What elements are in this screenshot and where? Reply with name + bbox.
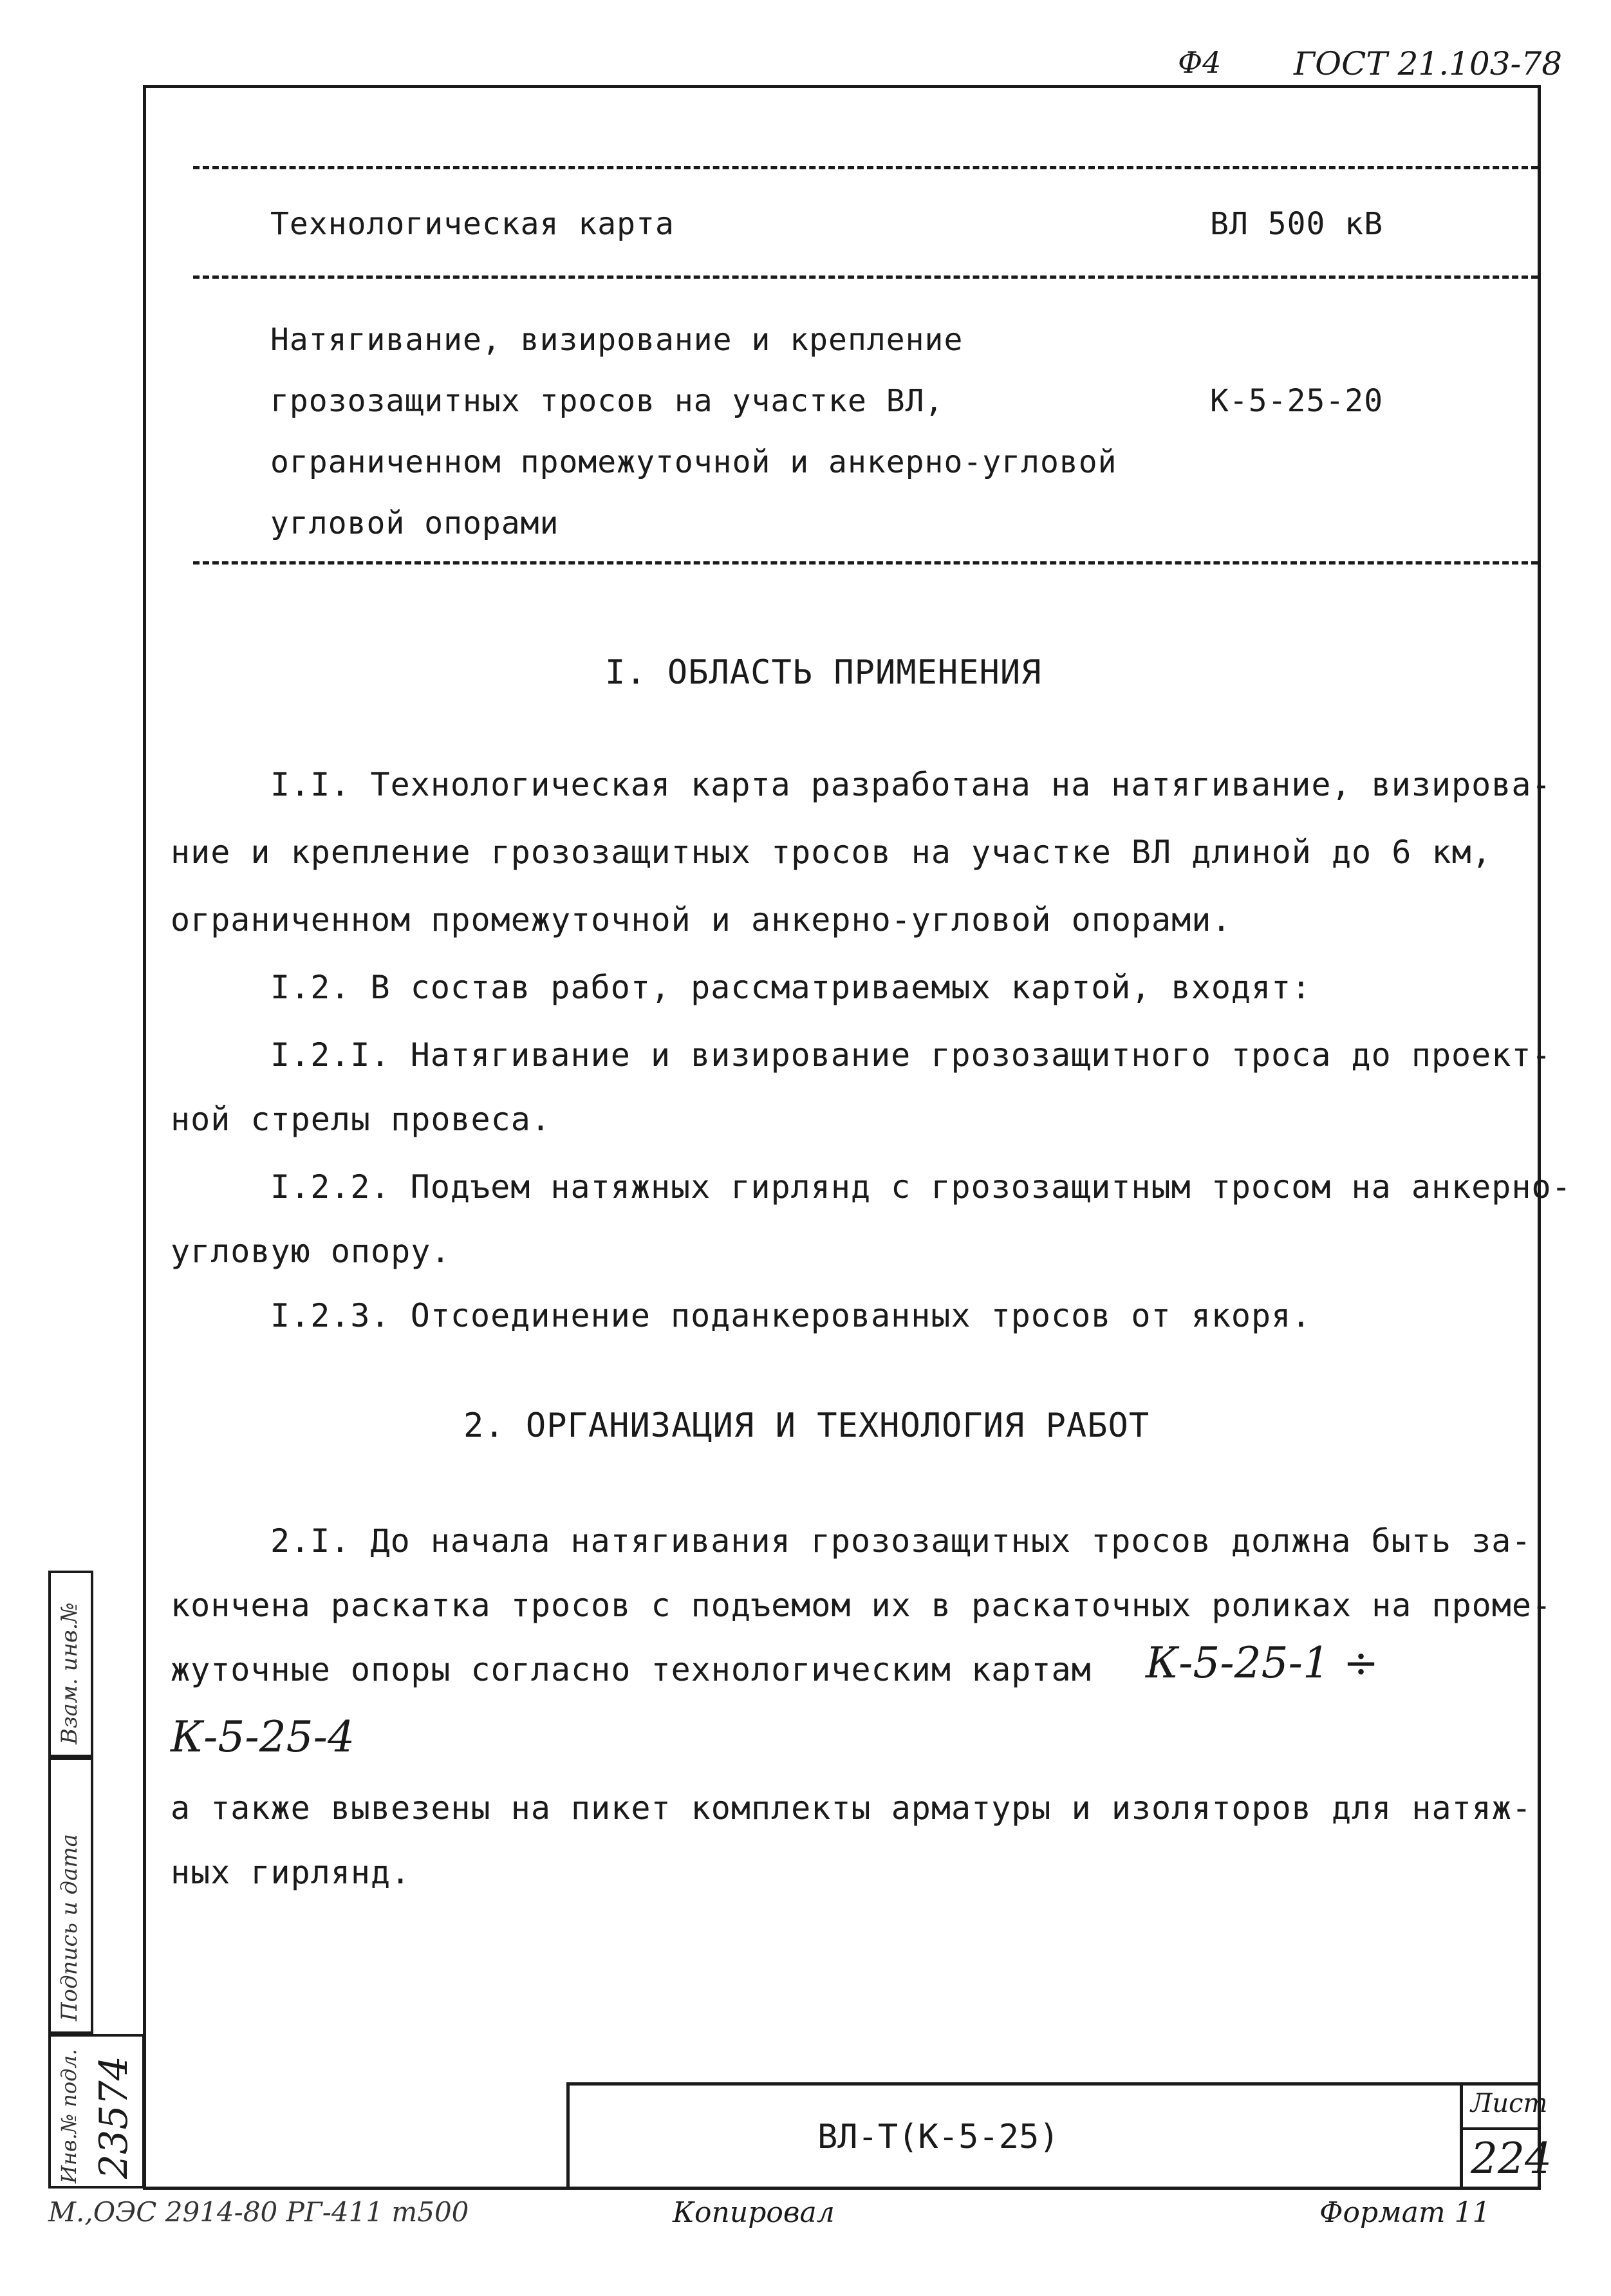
stamp-replace-label: Взам. инв.№ xyxy=(57,1602,82,1744)
sheet-label: Лист xyxy=(1471,2089,1548,2118)
top-mark-gost: ГОСТ 21.103-78 xyxy=(1294,45,1563,82)
header-rule-2 xyxy=(193,275,1538,279)
stamp-inv-value: 23574 xyxy=(91,2056,136,2179)
handwritten-card-ref-b: К-5-25-4 xyxy=(171,1712,355,1762)
title-line-2: грозозащитных тросов на участке ВЛ, xyxy=(270,383,944,419)
sheet-cell-divider xyxy=(1460,2127,1541,2130)
p2-1-line-2: кончена раскатка тросов с подъемом их в раскаточных роликах на проме- xyxy=(171,1587,1552,1624)
section-2-title: 2. ОРГАНИЗАЦИЯ И ТЕХНОЛОГИЯ РАБОТ xyxy=(463,1406,1150,1445)
section-1-title: I. ОБЛАСТЬ ПРИМЕНЕНИЯ xyxy=(605,653,1042,692)
p1-2-1-line-1: I.2.I. Натягивание и визирование грозозащитного троса до проект- xyxy=(270,1036,1552,1074)
card-code: К-5-25-20 xyxy=(1210,383,1384,419)
doc-type: Технологическая карта xyxy=(270,206,675,242)
sheet-number: 224 xyxy=(1471,2134,1552,2183)
footer-copied-by: Копировал xyxy=(673,2196,835,2229)
header-rule-3 xyxy=(193,561,1538,565)
stamp-inv-label: Инв.№ подл. xyxy=(57,2049,81,2183)
p2-1-line-3: жуточные опоры согласно технологическим картам xyxy=(171,1651,1092,1688)
p1-1-line-2: ние и крепление грозозащитных тросов на участке ВЛ длиной до 6 км, xyxy=(171,834,1492,871)
frame-top xyxy=(143,85,1541,88)
title-line-3: ограниченном промежуточной и анкерно-угловой xyxy=(270,444,1117,480)
p1-2-1-line-2: ной стрелы провеса. xyxy=(171,1101,551,1138)
stamp-sign-label: Подпись и дата xyxy=(57,1834,82,2021)
frame-left xyxy=(143,85,146,2190)
voltage-class: ВЛ 500 кВ xyxy=(1210,206,1384,242)
footer-format: Формат 11 xyxy=(1319,2196,1491,2229)
p1-2-2-line-1: I.2.2. Подъем натяжных гирлянд с грозозащитным тросом на анкерно- xyxy=(270,1168,1572,1206)
p2-1-cont-line-1: а также вывезены на пикет комплекты арматуры и изоляторов для натяж- xyxy=(171,1789,1532,1827)
top-mark-sheet: Ф4 xyxy=(1178,45,1222,80)
p2-1-line-1: 2.I. До начала натягивания грозозащитных тросов должна быть за- xyxy=(270,1522,1532,1560)
p1-2-2-line-2: угловую опору. xyxy=(171,1233,451,1270)
title-line-1: Натягивание, визирование и крепление xyxy=(270,322,964,358)
p1-1-line-1: I.I. Технологическая карта разработана на натягивание, визирова- xyxy=(270,766,1552,803)
frame-right xyxy=(1538,85,1541,2190)
title-block-divider xyxy=(1460,2082,1463,2190)
handwritten-card-ref-a: К-5-25-1 ÷ xyxy=(1146,1638,1379,1688)
header-rule-1 xyxy=(193,166,1538,169)
p2-1-cont-line-2: ных гирлянд. xyxy=(171,1854,411,1891)
footer-print-info: М.,ОЭС 2914-80 РГ-411 т500 xyxy=(48,2196,469,2228)
p1-2-3: I.2.3. Отсоединение поданкерованных тросов от якоря. xyxy=(270,1297,1312,1334)
designation: ВЛ-Т(К-5-25) xyxy=(817,2118,1059,2156)
p1-1-line-3: ограниченном промежуточной и анкерно-угловой опорами. xyxy=(171,901,1232,938)
p1-2: I.2. В состав работ, рассматриваемых картой, входят: xyxy=(270,969,1312,1006)
title-line-4: угловой опорами xyxy=(270,505,559,541)
